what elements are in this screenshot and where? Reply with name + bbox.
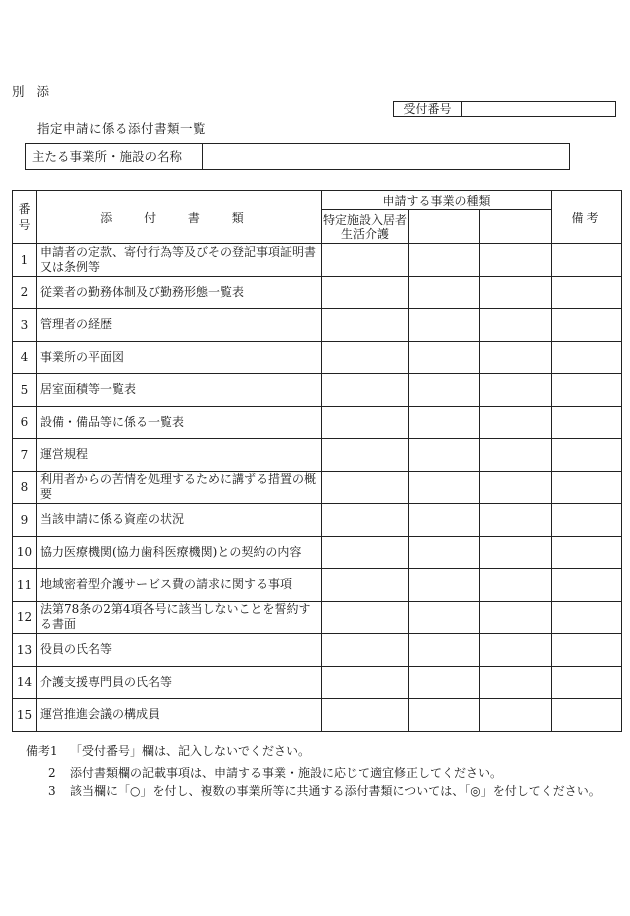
row-kind-1-cell[interactable] xyxy=(322,569,409,602)
row-document-name: 利用者からの苦情を処理するために講ずる措置の概要 xyxy=(37,471,322,504)
row-document-name: 事業所の平面図 xyxy=(37,341,322,374)
row-kind-3-cell[interactable] xyxy=(480,244,552,277)
row-document-name: 運営推進会議の構成員 xyxy=(37,699,322,732)
table-row xyxy=(13,699,622,732)
row-remarks-cell[interactable] xyxy=(552,634,622,667)
row-remarks-cell[interactable] xyxy=(552,471,622,504)
row-kind-1-cell[interactable] xyxy=(322,536,409,569)
row-number: 1 xyxy=(13,244,37,277)
row-number: 13 xyxy=(13,634,37,667)
row-kind-1-cell[interactable] xyxy=(322,406,409,439)
office-name-box xyxy=(25,143,570,170)
reception-number-field[interactable] xyxy=(462,102,615,116)
table-row xyxy=(13,601,622,634)
row-number: 12 xyxy=(13,601,37,634)
row-kind-3-cell[interactable] xyxy=(480,601,552,634)
row-kind-1-cell[interactable] xyxy=(322,439,409,472)
row-kind-2-cell[interactable] xyxy=(409,276,480,309)
note-2 xyxy=(48,764,502,781)
row-kind-1-cell[interactable] xyxy=(322,341,409,374)
table-row xyxy=(13,244,622,277)
row-kind-3-cell[interactable] xyxy=(480,471,552,504)
row-number: 7 xyxy=(13,439,37,472)
row-kind-3-cell[interactable] xyxy=(480,666,552,699)
row-kind-3-cell[interactable] xyxy=(480,536,552,569)
row-number: 2 xyxy=(13,276,37,309)
note-1 xyxy=(26,742,310,759)
row-kind-3-cell[interactable] xyxy=(480,504,552,537)
column-header-remarks: 備考 xyxy=(552,191,622,244)
table-row xyxy=(13,666,622,699)
row-document-name: 申請者の定款、寄付行為等及びその登記事項証明書又は条例等 xyxy=(37,244,322,277)
row-document-name: 地域密着型介護サービス費の請求に関する事項 xyxy=(37,569,322,602)
row-document-name: 当該申請に係る資産の状況 xyxy=(37,504,322,537)
office-name-field[interactable] xyxy=(203,144,569,169)
row-remarks-cell[interactable] xyxy=(552,244,622,277)
row-document-name: 設備・備品等に係る一覧表 xyxy=(37,406,322,439)
row-number: 5 xyxy=(13,374,37,407)
annex-label: 別 添 xyxy=(12,84,53,99)
row-remarks-cell[interactable] xyxy=(552,374,622,407)
row-kind-3-cell[interactable] xyxy=(480,406,552,439)
row-kind-1-cell[interactable] xyxy=(322,244,409,277)
office-name-label: 主たる事業所・施設の名称 xyxy=(26,144,203,169)
note-1-text: 「受付番号」欄は、記入しないでください。 xyxy=(70,744,311,758)
row-remarks-cell[interactable] xyxy=(552,309,622,342)
table-row xyxy=(13,341,622,374)
row-remarks-cell[interactable] xyxy=(552,699,622,732)
row-document-name: 介護支援専門員の氏名等 xyxy=(37,666,322,699)
column-header-kind-1: 特定施設入居者 生活介護 xyxy=(322,210,409,244)
note-3-number: 3 xyxy=(48,784,56,798)
row-kind-2-cell[interactable] xyxy=(409,374,480,407)
row-kind-2-cell[interactable] xyxy=(409,504,480,537)
row-remarks-cell[interactable] xyxy=(552,406,622,439)
row-kind-3-cell[interactable] xyxy=(480,569,552,602)
row-document-name: 管理者の経歴 xyxy=(37,309,322,342)
row-remarks-cell[interactable] xyxy=(552,536,622,569)
table-row xyxy=(13,309,622,342)
page-title: 指定申請に係る添付書類一覧 xyxy=(37,121,207,136)
column-header-business-type: 申請する事業の種類 xyxy=(322,191,552,210)
row-kind-3-cell[interactable] xyxy=(480,699,552,732)
note-3 xyxy=(48,782,601,799)
row-document-name: 役員の氏名等 xyxy=(37,634,322,667)
row-number: 8 xyxy=(13,471,37,504)
table-row xyxy=(13,406,622,439)
row-kind-3-cell[interactable] xyxy=(480,276,552,309)
row-document-name: 法第78条の2第4項各号に該当しないことを誓約する書面 xyxy=(37,601,322,634)
note-3-text: 該当欄に「○」を付し、複数の事業所等に共通する添付書類については、「◎」を付してください。 xyxy=(70,784,601,798)
row-kind-1-cell[interactable] xyxy=(322,504,409,537)
row-number: 10 xyxy=(13,536,37,569)
row-kind-3-cell[interactable] xyxy=(480,634,552,667)
row-kind-2-cell[interactable] xyxy=(409,309,480,342)
row-remarks-cell[interactable] xyxy=(552,666,622,699)
table-row xyxy=(13,276,622,309)
row-number: 14 xyxy=(13,666,37,699)
row-document-name: 運営規程 xyxy=(37,439,322,472)
row-kind-2-cell[interactable] xyxy=(409,699,480,732)
row-remarks-cell[interactable] xyxy=(552,276,622,309)
row-number: 11 xyxy=(13,569,37,602)
attachment-documents-table xyxy=(12,190,622,732)
table-row xyxy=(13,569,622,602)
column-header-documents: 添 付 書 類 xyxy=(37,191,322,244)
row-kind-3-cell[interactable] xyxy=(480,341,552,374)
table-row xyxy=(13,504,622,537)
table-row xyxy=(13,471,622,504)
row-number: 6 xyxy=(13,406,37,439)
row-kind-1-cell[interactable] xyxy=(322,634,409,667)
row-kind-2-cell[interactable] xyxy=(409,471,480,504)
table-row xyxy=(13,374,622,407)
row-kind-3-cell[interactable] xyxy=(480,439,552,472)
row-kind-2-cell[interactable] xyxy=(409,406,480,439)
reception-number-box xyxy=(393,101,616,117)
row-kind-1-cell[interactable] xyxy=(322,601,409,634)
table-row xyxy=(13,439,622,472)
row-kind-2-cell[interactable] xyxy=(409,601,480,634)
table-row xyxy=(13,634,622,667)
row-remarks-cell[interactable] xyxy=(552,504,622,537)
row-document-name: 従業者の勤務体制及び勤務形態一覧表 xyxy=(37,276,322,309)
row-number: 4 xyxy=(13,341,37,374)
row-kind-2-cell[interactable] xyxy=(409,439,480,472)
row-remarks-cell[interactable] xyxy=(552,601,622,634)
row-kind-1-cell[interactable] xyxy=(322,374,409,407)
row-remarks-cell[interactable] xyxy=(552,341,622,374)
row-kind-2-cell[interactable] xyxy=(409,666,480,699)
row-document-name: 居室面積等一覧表 xyxy=(37,374,322,407)
column-header-number: 番 号 xyxy=(13,191,37,244)
column-header-kind-3 xyxy=(480,210,552,244)
column-header-kind-2 xyxy=(409,210,480,244)
row-number: 9 xyxy=(13,504,37,537)
row-kind-2-cell[interactable] xyxy=(409,536,480,569)
row-remarks-cell[interactable] xyxy=(552,569,622,602)
row-kind-3-cell[interactable] xyxy=(480,309,552,342)
row-kind-1-cell[interactable] xyxy=(322,309,409,342)
note-1-number: 備考1 xyxy=(26,744,58,758)
row-kind-1-cell[interactable] xyxy=(322,471,409,504)
row-kind-3-cell[interactable] xyxy=(480,374,552,407)
note-2-number: 2 xyxy=(48,766,56,780)
row-remarks-cell[interactable] xyxy=(552,439,622,472)
row-kind-2-cell[interactable] xyxy=(409,244,480,277)
note-2-text: 添付書類欄の記載事項は、申請する事業・施設に応じて適宜修正してください。 xyxy=(70,766,503,780)
row-kind-1-cell[interactable] xyxy=(322,699,409,732)
row-kind-2-cell[interactable] xyxy=(409,569,480,602)
reception-number-label: 受付番号 xyxy=(394,102,462,116)
row-kind-2-cell[interactable] xyxy=(409,634,480,667)
table-row xyxy=(13,536,622,569)
row-kind-2-cell[interactable] xyxy=(409,341,480,374)
row-number: 3 xyxy=(13,309,37,342)
row-kind-1-cell[interactable] xyxy=(322,666,409,699)
row-number: 15 xyxy=(13,699,37,732)
row-document-name: 協力医療機関(協力歯科医療機関)との契約の内容 xyxy=(37,536,322,569)
row-kind-1-cell[interactable] xyxy=(322,276,409,309)
